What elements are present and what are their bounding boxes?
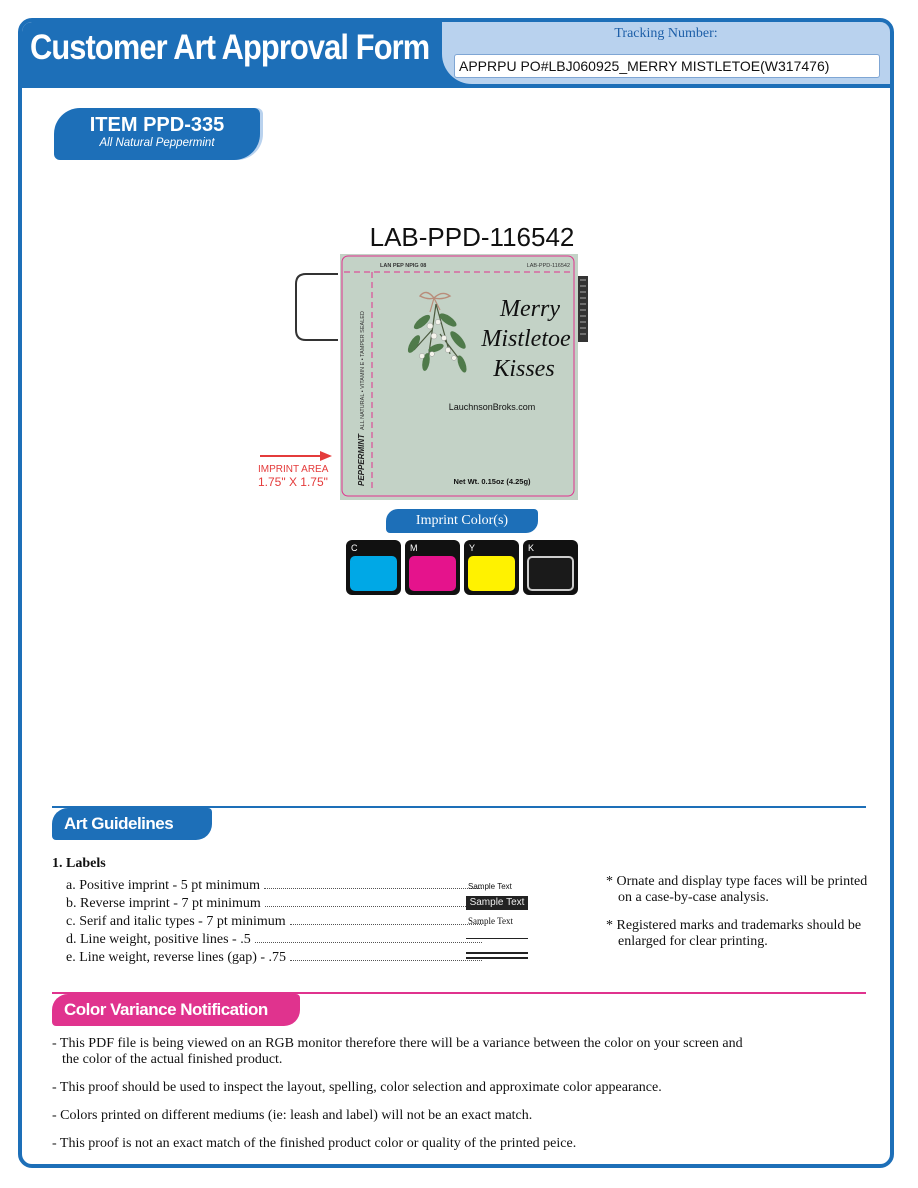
leader-dots (290, 948, 482, 961)
swatch-letter: C (351, 543, 358, 553)
variance-item: - This PDF file is being viewed on an RGB monitor therefore there will be a variance between the color on your screen and the color of the actual finished product. (52, 1036, 743, 1067)
imprint-colors-title: Imprint Color(s) (386, 509, 538, 533)
item-code: ITEM PPD-335 (89, 114, 225, 136)
swatch-fill (350, 556, 397, 591)
swatch-fill (409, 556, 456, 591)
guideline-row (66, 894, 486, 913)
sample-positive: Sample Text (468, 882, 512, 891)
leader-dots (265, 894, 482, 907)
leader-dots (264, 876, 482, 889)
item-subtitle: All Natural Peppermint (99, 137, 215, 149)
lab-code: LAB-PPD-116542 (369, 222, 575, 252)
label-website: LauchnsonBroks.com (448, 402, 536, 412)
sample-serif: Sample Text (468, 916, 513, 926)
swatch-letter: M (410, 543, 418, 553)
label-top-right-text: LAB-PPD-116542 (526, 263, 570, 269)
color-variance-title: Color Variance Notification (52, 994, 300, 1026)
color-swatches (346, 540, 578, 595)
imprint-arrow-icon (258, 450, 338, 462)
guideline-note: * Ornate and display type faces will be printed on a case-by-case analysis. (606, 874, 868, 905)
sample-reverse-line (466, 952, 528, 959)
greeting-line-1: Merry (500, 296, 560, 322)
variance-item: - Colors printed on different mediums (ie: leash and label) will not be an exact match. (52, 1108, 533, 1123)
guideline-text: a. Positive imprint - 5 pt minimum (66, 878, 261, 893)
swatch-yellow (464, 540, 519, 595)
label-side-brand: PEPPERMINT (357, 433, 366, 486)
item-badge (54, 108, 260, 160)
guideline-text: d. Line weight, positive lines - .5 (66, 932, 251, 947)
swatch-fill (468, 556, 515, 591)
imprint-area-label: IMPRINT AREA (258, 464, 329, 475)
swatch-black (523, 540, 578, 595)
sample-positive-line (466, 938, 528, 939)
guideline-row (66, 930, 486, 949)
imprint-area-callout (258, 464, 328, 488)
guideline-text: e. Line weight, reverse lines (gap) - .75 (66, 950, 287, 965)
swatch-letter: K (528, 543, 535, 553)
guideline-text: c. Serif and italic types - 7 pt minimum (66, 914, 286, 929)
label-net-weight: Net Wt. 0.15oz (4.25g) (453, 477, 531, 486)
leader-dots (290, 912, 482, 925)
form-frame (18, 18, 894, 1168)
swatch-letter: Y (469, 543, 476, 553)
hang-hook (296, 274, 338, 340)
art-guidelines-title: Art Guidelines (52, 808, 212, 840)
label-side-text: ALL NATURAL • VITAMIN E • TAMPER SEALED (360, 311, 366, 430)
guideline-row (66, 948, 486, 967)
guideline-text: b. Reverse imprint - 7 pt minimum (66, 896, 261, 911)
swatch-cyan (346, 540, 401, 595)
guideline-row (66, 912, 486, 931)
greeting-line-3: Kisses (493, 356, 555, 382)
tracking-number-field[interactable]: APPRPU PO#LBJ060925_MERRY MISTLETOE(W317476) (454, 54, 880, 78)
guidelines-heading: 1. Labels (52, 856, 106, 871)
swatch-fill (527, 556, 574, 591)
tracking-label: Tracking Number: (614, 26, 718, 41)
guideline-row (66, 876, 486, 895)
tracking-panel (442, 22, 890, 84)
label-top-left-text: LAN PEP NPIG 08 (380, 263, 427, 269)
greeting-line-2: Mistletoe (481, 326, 571, 352)
page-title: Customer Art Approval Form (30, 28, 430, 67)
guideline-note: * Registered marks and trademarks should be enlarged for clear printing. (606, 918, 862, 949)
swatch-magenta (405, 540, 460, 595)
variance-item: - This proof is not an exact match of the finished product color or quality of the printed peice. (52, 1136, 577, 1151)
imprint-area-size: 1.75" X 1.75" (258, 475, 328, 489)
variance-item: - This proof should be used to inspect the layout, spelling, color selection and approximate color appearance. (52, 1080, 662, 1095)
sample-reverse: Sample Text (466, 896, 528, 910)
leader-dots (255, 930, 482, 943)
